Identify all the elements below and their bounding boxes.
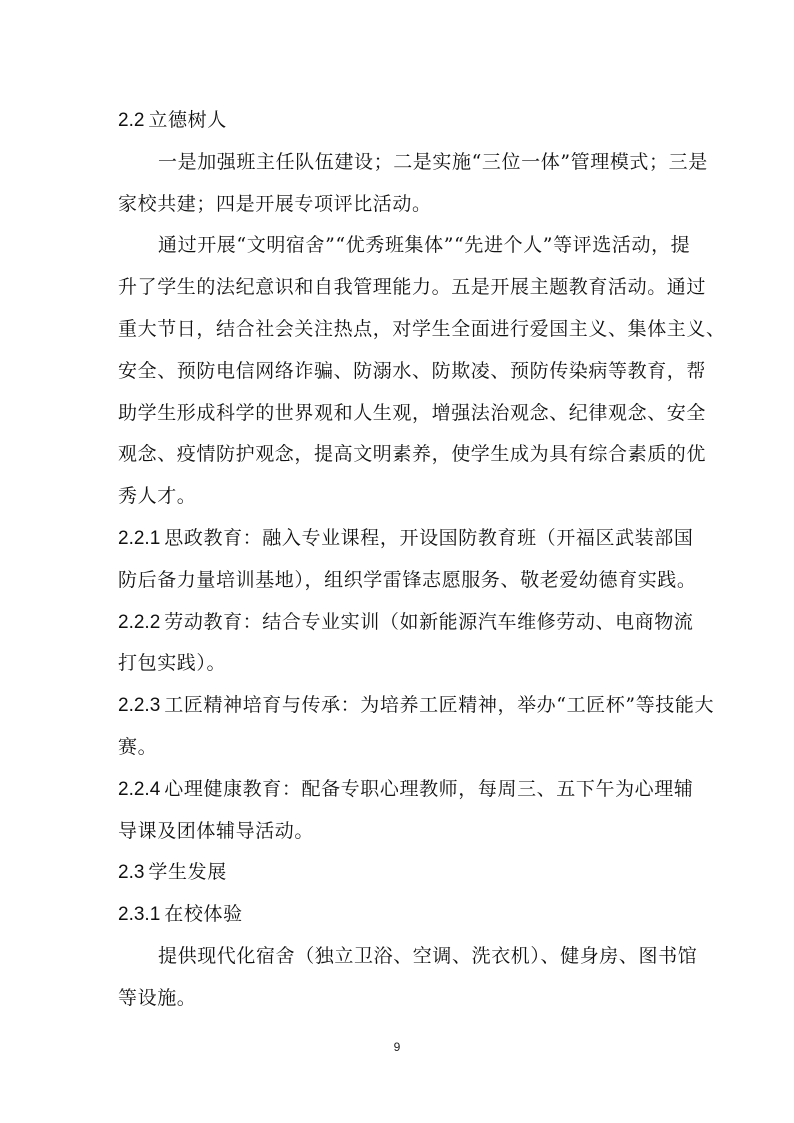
paragraph-line: 一是加强班主任队伍建设；二是实施“三位一体”管理模式；三是 [158,150,708,173]
paragraph-line: 赛。 [118,735,158,758]
paragraph-line: 通过开展“文明宿舍”“优秀班集体”“先进个人”等评选活动，提 [158,234,691,257]
paragraph-line: 防后备力量培训基地），组织学雷锋志愿服务、敬老爱幼德育实践。 [118,568,697,591]
section-heading-2-2 [118,100,676,142]
section-number: 2.3 [118,862,145,884]
paragraph-line: 观念、疫情防护观念，提高文明素养，使学生成为具有综合素质的优 [118,443,707,466]
paragraph-line: 安全、预防电信网络诈骗、防溺水、防欺凌、预防传染病等教育，帮 [118,359,707,382]
section-heading-2-3 [118,852,676,894]
paragraph-line: 重大节日，结合社会关注热点，对学生全面进行爱国主义、集体主义、 [118,317,726,340]
item-2-2-3 [118,685,715,727]
paragraph-line: 提供现代化宿舍（独立卫浴、空调、洗衣机）、健身房、图书馆 [158,944,698,967]
paragraph-line: 打包实践）。 [118,652,227,675]
item-number: 2.2.1 [118,527,161,549]
item-2-2-1 [118,518,694,560]
paragraph-line: 等设施。 [118,986,197,1009]
section-number: 2.3.1 [118,904,161,926]
item-text: 工匠精神培育与传承：为培养工匠精神，举办“工匠杯”等技能大 [164,694,715,717]
section-title: 立德树人 [148,109,227,131]
item-2-2-2 [118,602,694,644]
paragraph-line: 导课及团体辅导活动。 [118,819,315,842]
item-number: 2.2.3 [118,695,161,717]
section-title: 在校体验 [164,903,243,926]
paragraph-line: 秀人才。 [118,485,197,508]
item-text: 劳动教育：结合专业实训（如新能源汽车维修劳动、电商物流 [164,610,694,633]
document-page [118,100,726,1020]
paragraph-line: 助学生形成科学的世界观和人生观，增强法治观念、纪律观念、安全 [118,401,707,424]
page-number: 9 [393,1040,401,1054]
item-2-2-4 [118,769,694,811]
section-title: 学生发展 [148,861,227,884]
item-text: 心理健康教育：配备专职心理教师，每周三、五下午为心理辅 [164,777,694,800]
item-number: 2.2.2 [118,611,161,633]
paragraph-line: 家校共建；四是开展专项评比活动。 [118,192,432,215]
item-number: 2.2.4 [118,778,161,800]
item-text: 思政教育：融入专业课程，开设国防教育班（开福区武装部国 [164,526,694,549]
paragraph-line: 升了学生的法纪意识和自我管理能力。五是开展主题教育活动。通过 [118,276,707,299]
section-number: 2.2 [118,110,145,131]
section-heading-2-3-1 [118,894,676,936]
